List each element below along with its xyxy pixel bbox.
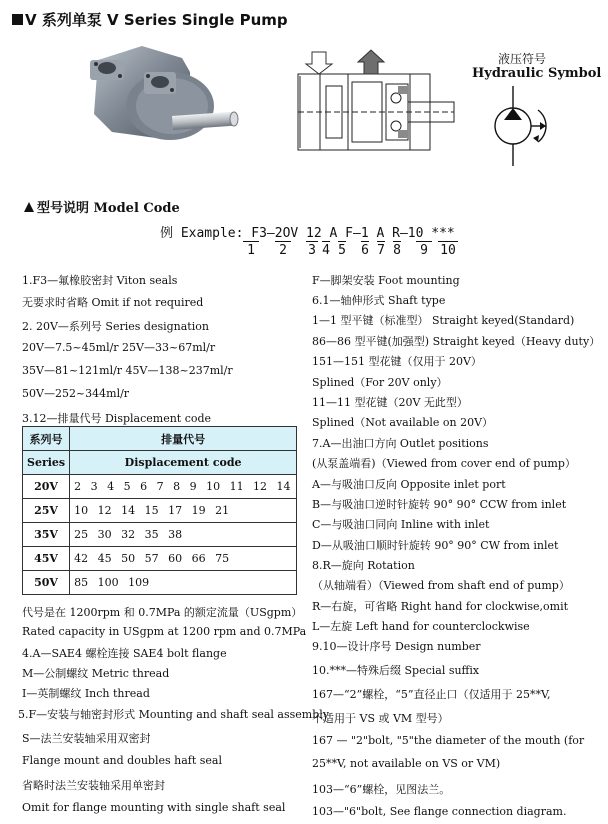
right-line: 1—1 型平键（标准型） Straight keyed(Standard) [312, 314, 575, 327]
hydraulic-symbol-label-cn: 液压符号 [498, 52, 547, 66]
left-line: M—公制螺纹 Metric thread [22, 667, 170, 680]
right-line: 9.10—设计序号 Design number [312, 640, 481, 653]
displacement-table [22, 426, 297, 595]
right-line: F—脚架安装 Foot mounting [312, 274, 460, 287]
series-cell: 50V [23, 571, 70, 595]
left-line: Omit for flange mounting with single shaft seal [22, 801, 286, 814]
left-line: S—法兰安装轴采用双密封 [22, 732, 151, 745]
left-line: 代号是在 1200rpm 和 0.7MPa 的额定流量（USgpm） [22, 606, 303, 619]
codes-cell: 25 30 32 35 38 [70, 523, 297, 547]
series-cell: 45V [23, 547, 70, 571]
left-line: 2. 20V—系列号 Series designation [22, 320, 209, 333]
code-index: 2 [275, 241, 291, 258]
model-code-heading-text: 型号说明 Model Code [37, 201, 180, 216]
left-line: 3.12—排量代号 Displacement code [22, 412, 212, 425]
right-line: Splined（For 20V only） [312, 376, 448, 389]
table-header-code: Displacement code [70, 451, 297, 475]
left-line: I—英制螺纹 Inch thread [22, 687, 150, 700]
series-cell: 20V [23, 475, 70, 499]
right-line: 103—"6"bolt, See flange connection diagram. [312, 805, 567, 818]
left-line: 无要求时省略 Omit if not required [22, 296, 204, 309]
hydraulic-pump-symbol-icon [486, 86, 562, 176]
table-row [23, 571, 297, 595]
right-line: (从泵盖端看)（Viewed from cover end of pump） [312, 457, 576, 470]
table-row [23, 475, 297, 499]
right-line: 6.1—轴伸形式 Shaft type [312, 294, 446, 307]
left-line: 省略时法兰安装轴采用单密封 [22, 779, 165, 792]
right-line: 86—86 型平键(加强型) Straight keyed（Heavy duty） [312, 335, 601, 348]
left-line: 20V—7.5~45ml/r 25V—33~67ml/r [22, 341, 216, 354]
table-row [23, 523, 297, 547]
code-index: 5 [338, 243, 346, 258]
table-header-cn-series: 系列号 [23, 427, 70, 451]
code-index: 3 [306, 241, 318, 258]
table-header-series: Series [23, 451, 70, 475]
right-line: 25**V, not available on VS or VM) [312, 757, 501, 770]
right-line: 167—“2”螺栓，“5”直径止口（仅适用于 25**V, [312, 688, 551, 701]
right-line: 151—151 型花键（仅用于 20V） [312, 355, 482, 368]
right-line: 11—11 型花键（20V 无此型） [312, 396, 468, 409]
table-row [23, 499, 297, 523]
codes-cell: 10 12 14 15 17 19 21 [70, 499, 297, 523]
code-index: 9 [416, 241, 432, 258]
table-header-cn-code: 排量代号 [70, 427, 297, 451]
code-index: 7 [377, 243, 385, 258]
title-text: V 系列单泵 V Series Single Pump [25, 11, 288, 29]
pump-photo [60, 38, 250, 156]
right-line: 103—“6”螺栓，见图法兰。 [312, 783, 451, 796]
code-index: 4 [322, 243, 330, 258]
table-row [23, 547, 297, 571]
codes-cell: 2 3 4 5 6 7 8 9 10 11 12 14 [70, 475, 297, 499]
codes-cell: 85 100 109 [70, 571, 297, 595]
code-index: 8 [393, 243, 401, 258]
hydraulic-symbol-label-en: Hydraulic Symbol [472, 66, 602, 81]
series-cell: 25V [23, 499, 70, 523]
right-line: C—与吸油口同向 Inline with inlet [312, 518, 490, 531]
model-code-example: 例 Example: F3—2OV 12 A F—1 A R—10 *** [160, 226, 455, 241]
cross-section-drawing [290, 38, 462, 166]
right-line: B—与吸油口逆时针旋转 90° 90° CCW from inlet [312, 498, 567, 511]
right-line: Splined（Not available on 20V） [312, 416, 494, 429]
code-index: 1 [243, 241, 259, 258]
right-line: R—右旋，可省略 Right hand for clockwise,omit [312, 600, 569, 613]
triangle-bullet-icon [24, 202, 34, 212]
left-line: 5.F—安装与轴密封形式 Mounting and shaft seal assembly [18, 708, 329, 721]
right-line: D—从吸油口顺时针旋转 90° 90° CW from inlet [312, 539, 559, 552]
square-bullet-icon [12, 14, 23, 25]
model-code-heading [24, 197, 180, 216]
codes-cell: 42 45 50 57 60 66 75 [70, 547, 297, 571]
left-line: 1.F3—氟橡胶密封 Viton seals [22, 274, 178, 287]
right-line: 8.R—旋向 Rotation [312, 559, 415, 572]
code-index: 10 [438, 241, 458, 258]
left-line: 35V—81~121ml/r 45V—138~237ml/r [22, 364, 233, 377]
right-line: 10.***—特殊后缀 Special suffix [312, 664, 480, 677]
right-line: A—与吸油口反向 Opposite inlet port [312, 478, 506, 491]
right-line: L—左旋 Left hand for counterclockwise [312, 620, 530, 633]
right-line: 167 — "2"bolt, "5"the diameter of the mouth (for [312, 734, 585, 747]
right-line: （从轴端看）（Viewed from shaft end of pump） [312, 579, 570, 592]
right-line: 7.A—出油口方向 Outlet positions [312, 437, 489, 450]
page-title [12, 9, 288, 30]
right-line: 不适用于 VS 或 VM 型号） [312, 712, 449, 725]
code-index: 6 [361, 243, 369, 258]
left-line: 4.A—SAE4 螺栓连接 SAE4 bolt flange [22, 647, 227, 660]
left-line: Rated capacity in USgpm at 1200 rpm and 0.7MPa [22, 625, 307, 638]
left-line: Flange mount and doubles haft seal [22, 754, 222, 767]
left-line: 50V—252~344ml/r [22, 387, 130, 400]
series-cell: 35V [23, 523, 70, 547]
